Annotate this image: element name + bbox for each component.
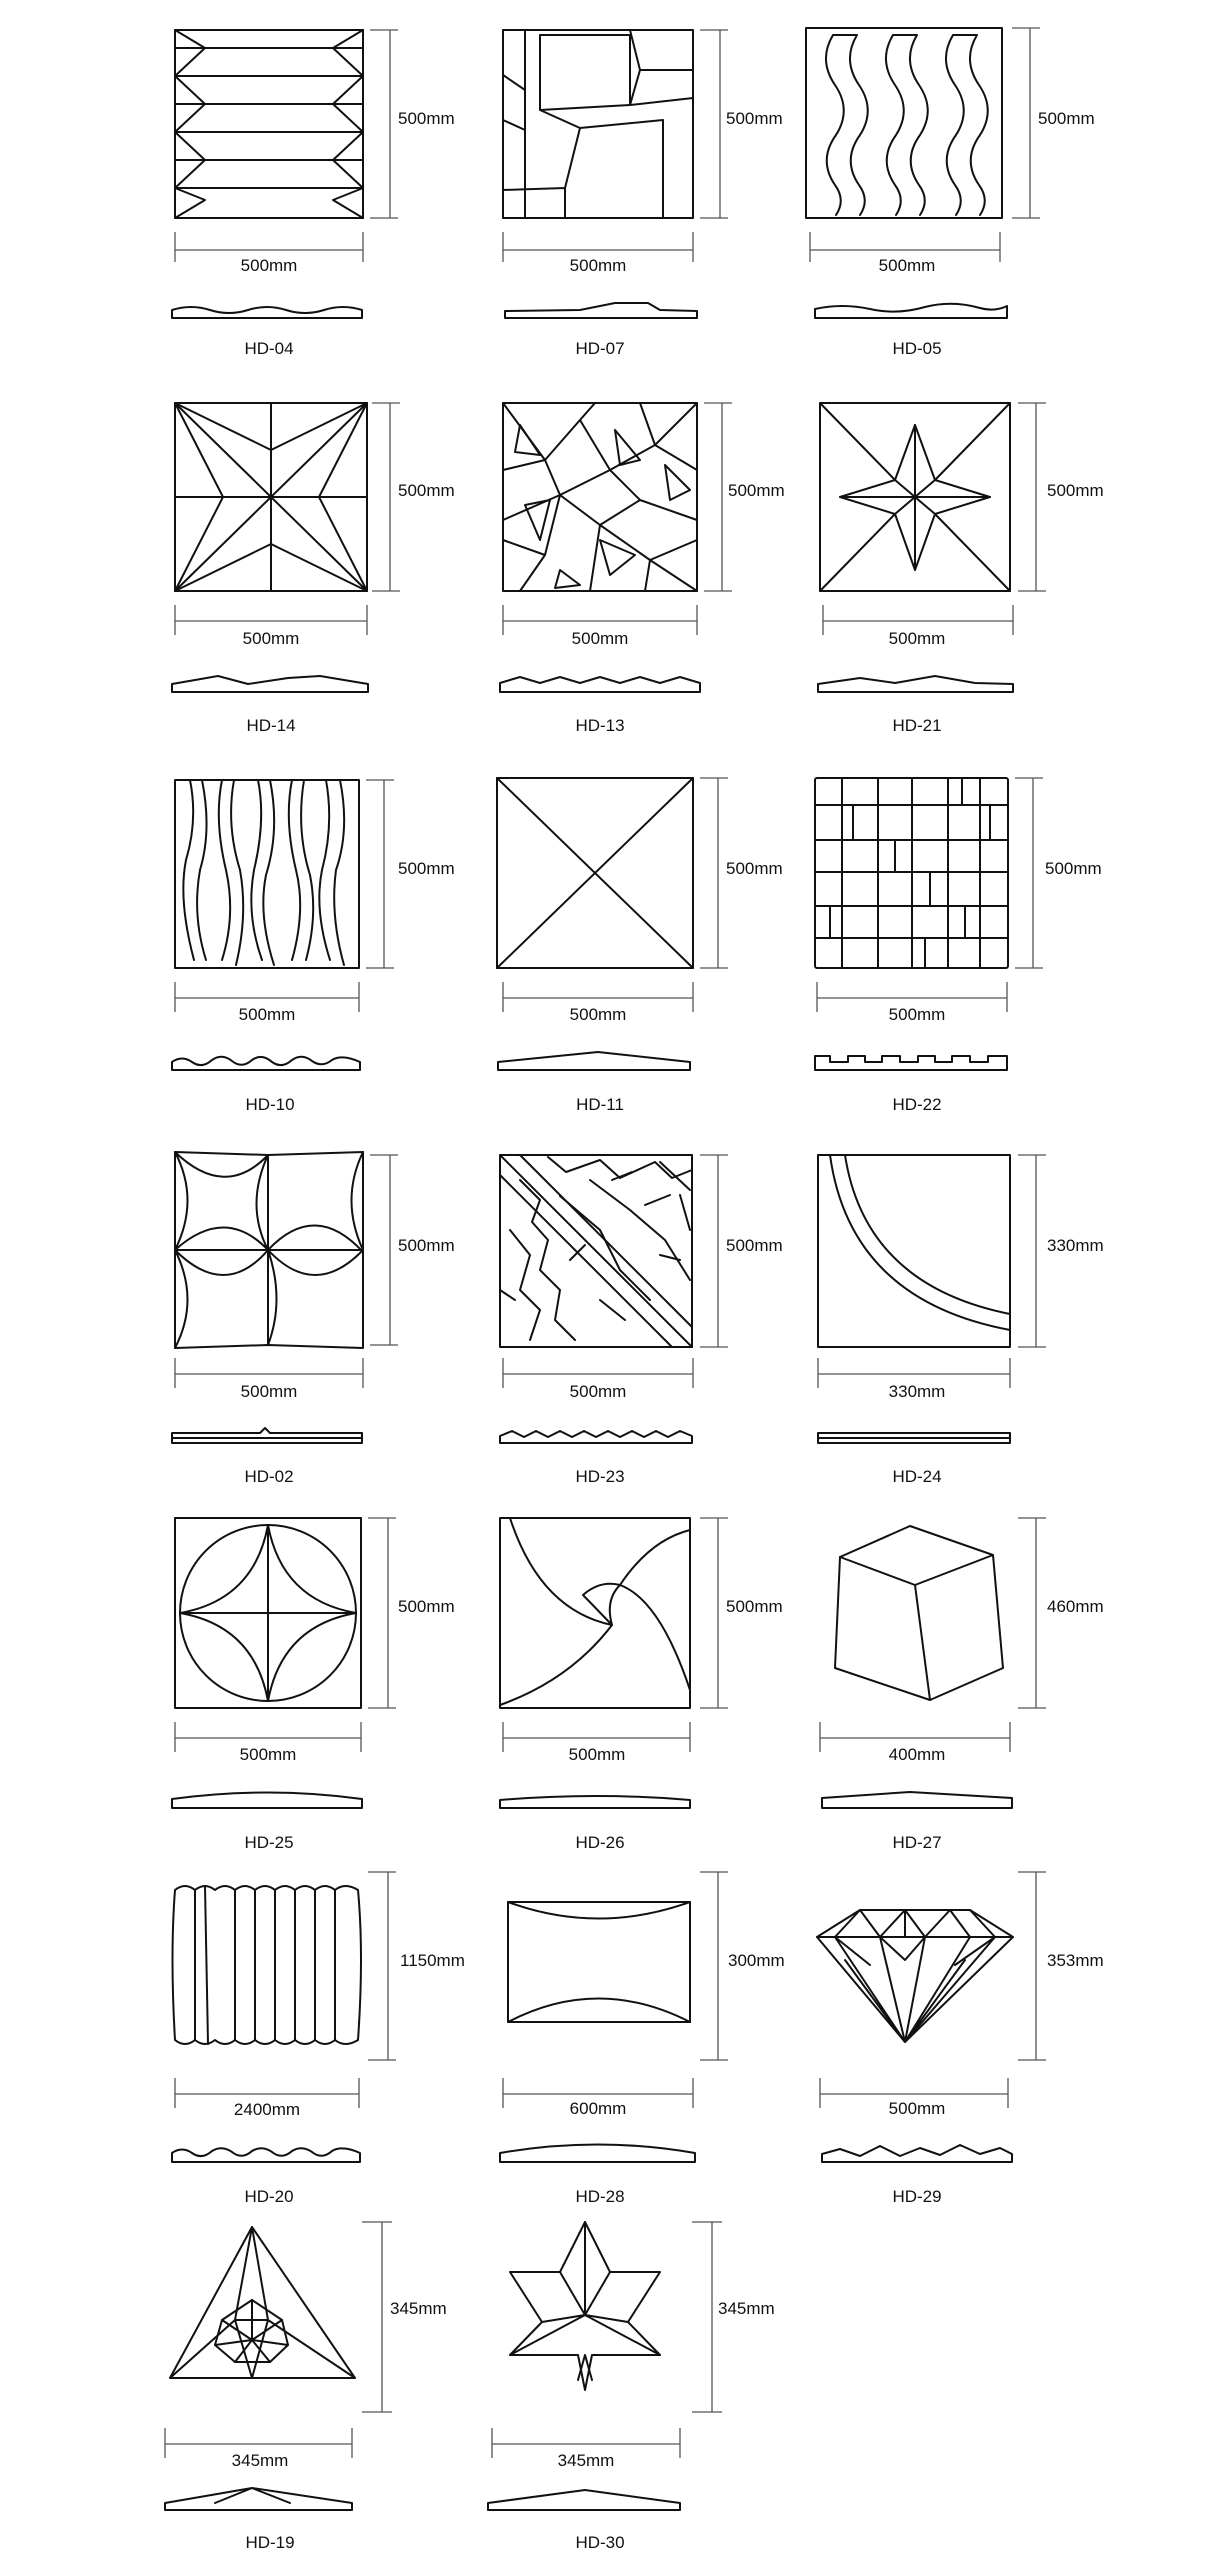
- width-label: 400mm: [888, 1745, 946, 1764]
- panel-drawing: [170, 2227, 355, 2378]
- panel-hd-11: [497, 778, 783, 1114]
- product-code: HD-13: [575, 716, 625, 735]
- product-code: HD-02: [244, 1467, 294, 1486]
- height-label: 500mm: [398, 1597, 455, 1616]
- product-code: HD-10: [245, 1095, 295, 1114]
- width-dimension: [823, 605, 1013, 648]
- product-code: HD-05: [892, 339, 942, 358]
- height-dimension: [1018, 1155, 1104, 1347]
- panel-drawing: [818, 1155, 1010, 1347]
- side-profile: [815, 1056, 1007, 1070]
- product-code: HD-26: [575, 1833, 625, 1852]
- product-code: HD-04: [244, 339, 294, 358]
- width-label: 345mm: [231, 2451, 289, 2470]
- panel-hd-02: [172, 1152, 455, 1486]
- product-code: HD-21: [892, 716, 942, 735]
- panel-drawing: [173, 1886, 362, 2044]
- width-label: 500mm: [242, 629, 300, 648]
- panel-hd-05: [806, 28, 1095, 358]
- width-label: 600mm: [569, 2099, 627, 2118]
- product-code: HD-11: [576, 1095, 624, 1114]
- width-dimension: [503, 2078, 693, 2118]
- product-code: HD-07: [575, 339, 625, 358]
- panel-drawing: [503, 30, 693, 218]
- side-profile: [815, 304, 1007, 318]
- height-label: 500mm: [398, 109, 455, 128]
- product-code: HD-28: [575, 2187, 625, 2206]
- product-code: HD-14: [246, 716, 296, 735]
- height-label: 345mm: [390, 2299, 447, 2318]
- height-dimension: [700, 778, 783, 968]
- width-label: 500mm: [238, 1005, 296, 1024]
- height-label: 500mm: [726, 859, 783, 878]
- width-dimension: [817, 982, 1007, 1024]
- panel-drawing: [175, 403, 367, 591]
- product-code: HD-27: [892, 1833, 942, 1852]
- side-profile: [498, 1052, 690, 1070]
- width-dimension: [175, 232, 363, 275]
- height-dimension: [370, 30, 455, 218]
- panel-hd-28: [500, 1872, 785, 2206]
- panel-hd-14: [172, 403, 455, 735]
- side-profile: [172, 1057, 360, 1070]
- width-label: 500mm: [239, 1745, 297, 1764]
- panel-hd-27: [820, 1518, 1104, 1852]
- width-dimension: [503, 1722, 690, 1764]
- panel-drawing: [497, 778, 693, 968]
- width-label: 500mm: [878, 256, 936, 275]
- width-label: 500mm: [888, 629, 946, 648]
- panel-hd-25: [172, 1518, 455, 1852]
- height-label: 500mm: [1045, 859, 1102, 878]
- product-code: HD-20: [244, 2187, 294, 2206]
- height-dimension: [368, 1518, 455, 1708]
- width-dimension: [820, 1722, 1010, 1764]
- width-label: 500mm: [240, 256, 298, 275]
- height-dimension: [368, 1872, 465, 2060]
- panel-drawing: [817, 1910, 1013, 2042]
- side-profile: [500, 1431, 692, 1443]
- panel-hd-20: [172, 1872, 465, 2206]
- width-dimension: [175, 1722, 361, 1764]
- height-dimension: [700, 1518, 783, 1708]
- product-code: HD-25: [244, 1833, 294, 1852]
- height-dimension: [370, 1155, 455, 1345]
- height-dimension: [362, 2222, 447, 2412]
- side-profile: [500, 2145, 695, 2163]
- width-dimension: [175, 982, 359, 1024]
- height-dimension: [704, 403, 785, 591]
- panel-drawing: [500, 1518, 690, 1708]
- panel-hd-22: [815, 778, 1102, 1114]
- height-label: 330mm: [1047, 1236, 1104, 1255]
- panel-hd-26: [500, 1518, 783, 1852]
- width-label: 500mm: [888, 2099, 946, 2118]
- panel-drawing: [806, 28, 1002, 218]
- width-dimension: [175, 605, 367, 648]
- panel-hd-04: [172, 30, 455, 358]
- width-dimension: [175, 1358, 363, 1401]
- side-profile: [822, 2145, 1012, 2162]
- height-label: 500mm: [398, 859, 455, 878]
- height-label: 500mm: [398, 1236, 455, 1255]
- panel-drawing: [510, 2222, 660, 2390]
- width-dimension: [175, 2078, 359, 2119]
- panel-drawing: [820, 403, 1010, 591]
- side-profile: [172, 1793, 362, 1809]
- side-profile: [172, 1428, 362, 1443]
- width-label: 500mm: [568, 1745, 626, 1764]
- height-dimension: [700, 30, 783, 218]
- side-profile: [172, 307, 362, 318]
- width-dimension: [810, 232, 1000, 275]
- height-dimension: [700, 1155, 783, 1347]
- width-label: 500mm: [569, 1005, 627, 1024]
- panel-drawing: [175, 30, 363, 218]
- product-code: HD-23: [575, 1467, 625, 1486]
- width-dimension: [503, 605, 697, 648]
- side-profile: [488, 2490, 680, 2510]
- side-profile: [172, 2148, 360, 2162]
- panel-hd-29: [817, 1872, 1104, 2206]
- product-code: HD-24: [892, 1467, 942, 1486]
- panel-hd-10: [172, 780, 455, 1114]
- panel-hd-13: [500, 403, 785, 735]
- height-label: 500mm: [1038, 109, 1095, 128]
- width-dimension: [503, 1358, 693, 1401]
- height-label: 460mm: [1047, 1597, 1104, 1616]
- width-label: 330mm: [888, 1382, 946, 1401]
- width-label: 500mm: [888, 1005, 946, 1024]
- height-label: 500mm: [726, 109, 783, 128]
- width-label: 500mm: [569, 1382, 627, 1401]
- height-dimension: [372, 403, 455, 591]
- side-profile: [822, 1792, 1012, 1808]
- product-code: HD-30: [575, 2533, 625, 2552]
- panel-drawing: [815, 778, 1008, 968]
- height-label: 500mm: [1047, 481, 1104, 500]
- panel-hd-07: [503, 30, 783, 358]
- height-label: 1150mm: [400, 1951, 465, 1970]
- panel-drawing: [835, 1526, 1003, 1700]
- height-label: 500mm: [726, 1597, 783, 1616]
- width-label: 500mm: [240, 1382, 298, 1401]
- width-label: 345mm: [557, 2451, 615, 2470]
- panel-drawing: [175, 1518, 361, 1708]
- width-dimension: [503, 982, 693, 1024]
- side-profile: [172, 676, 368, 692]
- height-label: 300mm: [728, 1951, 785, 1970]
- panel-drawing: [508, 1902, 690, 2022]
- height-dimension: [692, 2222, 775, 2412]
- height-dimension: [1018, 1518, 1104, 1708]
- height-dimension: [1018, 403, 1104, 591]
- height-label: 353mm: [1047, 1951, 1104, 1970]
- width-dimension: [492, 2428, 680, 2470]
- width-label: 2400mm: [233, 2100, 301, 2119]
- height-dimension: [700, 1872, 785, 2060]
- height-dimension: [366, 780, 455, 968]
- side-profile: [500, 677, 700, 692]
- panel-drawing: [175, 780, 359, 968]
- panel-drawing: [175, 1152, 363, 1348]
- width-dimension: [503, 232, 693, 275]
- width-dimension: [820, 2078, 1008, 2118]
- product-code: HD-29: [892, 2187, 942, 2206]
- width-dimension: [818, 1358, 1010, 1401]
- panel-hd-24: [818, 1155, 1104, 1486]
- height-label: 500mm: [728, 481, 785, 500]
- panel-hd-30: [488, 2222, 775, 2552]
- side-profile: [505, 303, 697, 318]
- panel-hd-19: [165, 2222, 447, 2552]
- side-profile: [500, 1796, 690, 1808]
- height-dimension: [1018, 1872, 1104, 2060]
- side-profile: [818, 676, 1013, 692]
- panel-drawing: [503, 403, 697, 591]
- width-label: 500mm: [571, 629, 629, 648]
- panel-drawing: [500, 1155, 692, 1347]
- height-label: 500mm: [398, 481, 455, 500]
- product-code: HD-19: [245, 2533, 295, 2552]
- product-code: HD-22: [892, 1095, 942, 1114]
- side-profile: [818, 1433, 1010, 1443]
- width-label: 500mm: [569, 256, 627, 275]
- height-dimension: [1012, 28, 1095, 218]
- side-profile: [165, 2488, 352, 2510]
- panel-hd-23: [500, 1155, 783, 1486]
- panel-hd-21: [818, 403, 1104, 735]
- height-label: 500mm: [726, 1236, 783, 1255]
- width-dimension: [165, 2428, 352, 2470]
- height-dimension: [1015, 778, 1102, 968]
- height-label: 345mm: [718, 2299, 775, 2318]
